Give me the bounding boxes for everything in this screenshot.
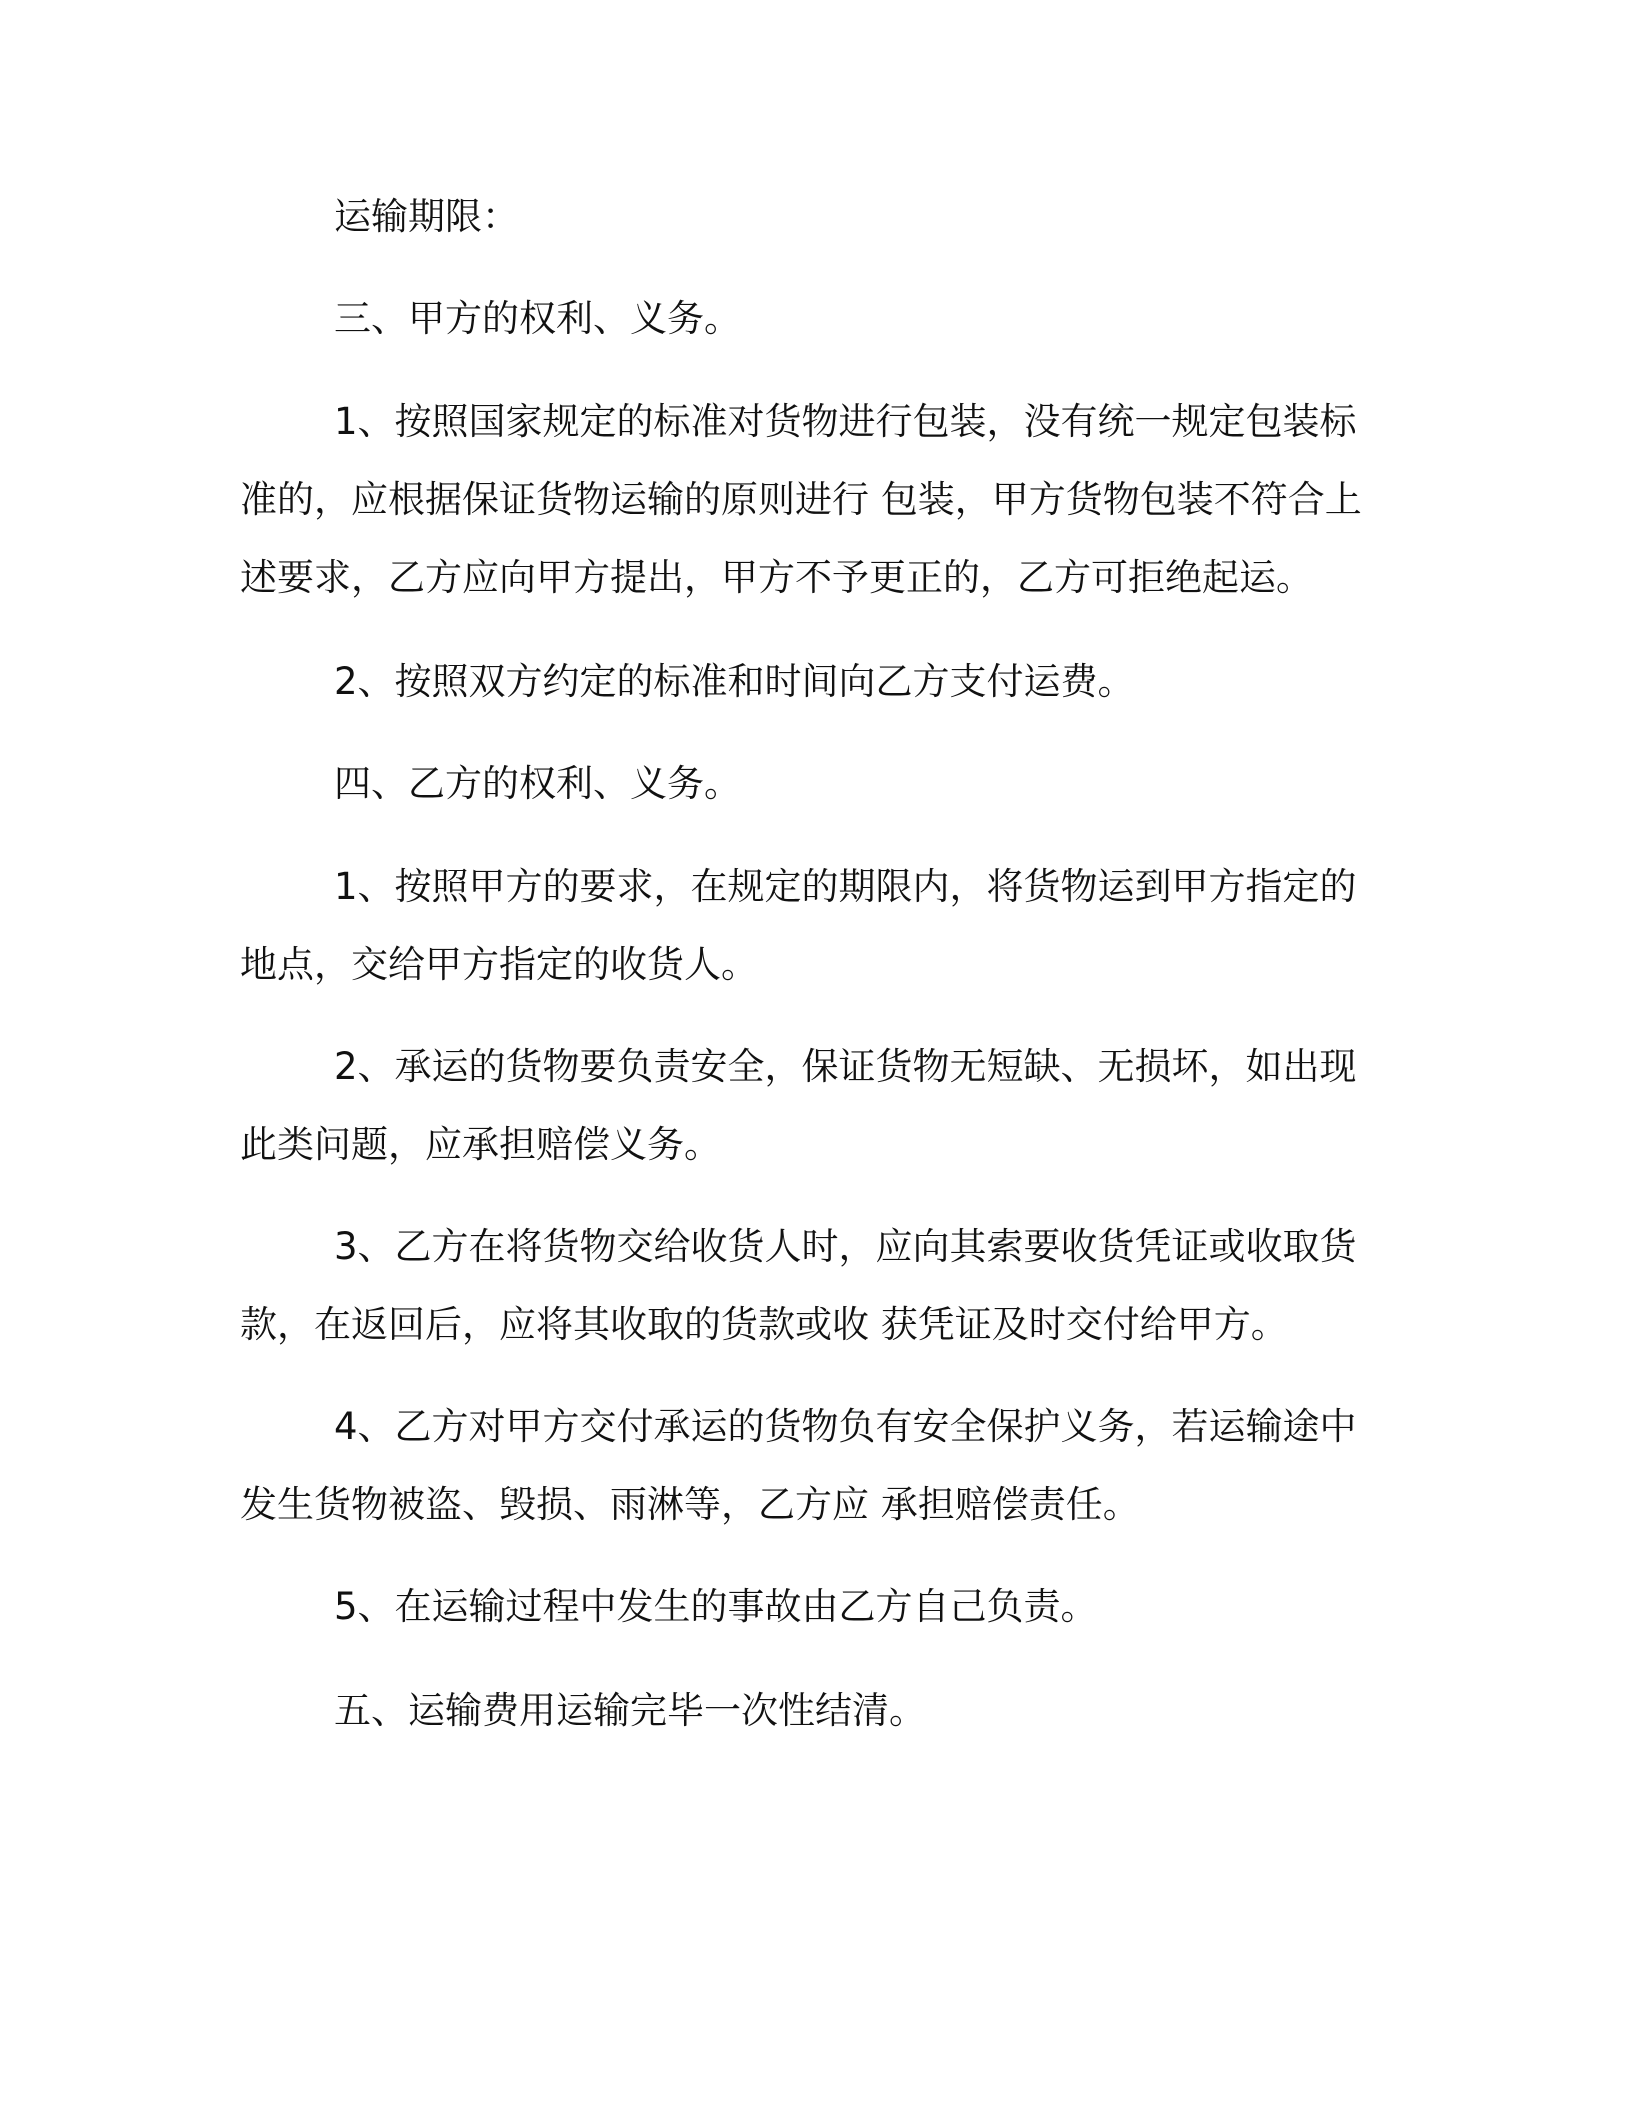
clause-b2-safety [240,1028,1370,1184]
paragraph-transport-period [240,178,1370,256]
clause-a1-packaging [240,383,1370,617]
text-line: 四、乙方的权利、义务。 [334,762,741,805]
clause-b3-receipt [240,1208,1370,1364]
text-line: 1、按照甲方的要求，在规定的期限内，将货物运到甲方指定的 [334,865,1357,908]
text-line: 5、在运输过程中发生的事故由乙方自己负责。 [334,1585,1098,1628]
section-heading-party-a-rights [240,280,1370,358]
clause-b5-accidents [240,1568,1370,1646]
clause-b4-protection [240,1388,1370,1544]
text-line: 地点，交给甲方指定的收货人。 [240,943,758,986]
text-line: 2、承运的货物要负责安全，保证货物无短缺、无损坏，如出现 [334,1045,1357,1088]
text-line: 述要求，乙方应向甲方提出，甲方不予更正的，乙方可拒绝起运。 [240,556,1313,599]
text-line: 五、运输费用运输完毕一次性结清。 [334,1689,926,1732]
text-line: 4、乙方对甲方交付承运的货物负有安全保护义务，若运输途中 [334,1405,1357,1448]
text-line: 此类问题，应承担赔偿义务。 [240,1123,721,1166]
text-line: 1、按照国家规定的标准对货物进行包装，没有统一规定包装标 [334,400,1357,443]
text-line: 款，在返回后，应将其收取的货款或收 获凭证及时交付给甲方。 [240,1303,1288,1346]
clause-a2-payment [240,643,1370,721]
text-line: 运输期限： [334,195,519,238]
text-line: 准的，应根据保证货物运输的原则进行 包装，甲方货物包装不符合上 [240,478,1362,521]
text-line: 三、甲方的权利、义务。 [334,297,741,340]
section-heading-party-b-rights [240,745,1370,823]
clause-b1-delivery [240,848,1370,1004]
section-heading-transport-fees [240,1672,1370,1750]
text-line: 2、按照双方约定的标准和时间向乙方支付运费。 [334,660,1135,703]
text-line: 3、乙方在将货物交给收货人时，应向其索要收货凭证或收取货 [334,1225,1357,1268]
text-line: 发生货物被盗、毁损、雨淋等，乙方应 承担赔偿责任。 [240,1483,1140,1526]
